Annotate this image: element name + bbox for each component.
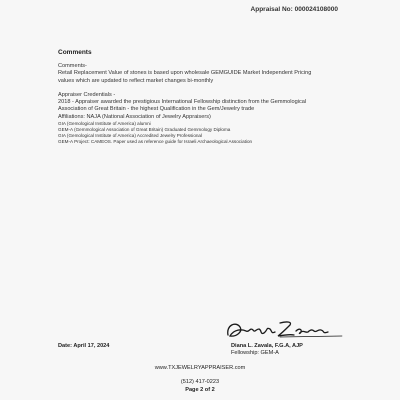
page-number: Page 2 of 2 bbox=[185, 387, 215, 393]
appraisal-number: Appraisal No: 000024108000 bbox=[250, 6, 338, 13]
signer-fellowship: Fellowship: GEM-A bbox=[231, 350, 279, 356]
website-text: www.TXJEWELRYAPPRAISER.com bbox=[154, 365, 246, 371]
phone-number: (512) 417-0223 bbox=[180, 379, 220, 385]
comments-label: Comments- bbox=[58, 63, 87, 69]
spacer bbox=[58, 85, 358, 92]
credentials-detail-line: GEM-A (Gemmological Association of Great Britain) Graduated Gemmology Diploma bbox=[58, 127, 231, 133]
document-body bbox=[58, 63, 358, 145]
handwritten-signature bbox=[222, 317, 352, 341]
comments-text-line: values which are updated to reflect market changes bi-monthly bbox=[58, 77, 214, 84]
credentials-detail-line: GIA (Gemological Institute of America) Accredited Jewelry Professional bbox=[58, 133, 202, 139]
credentials-detail-line: GEM-A Project: CAMEOS. Paper used as reference guide for Israeli Archaeological Association bbox=[58, 139, 253, 145]
credentials-line: Affiliations: NAJA (National Association of Jewelry Appraisers) bbox=[58, 113, 211, 120]
signer-name: Diana L. Zavala, F.G.A, AJP bbox=[231, 343, 303, 349]
comments-heading: Comments bbox=[58, 49, 92, 56]
credentials-label: Appraiser Credentials - bbox=[58, 91, 116, 98]
credentials-line: 2018 - Appraiser awarded the prestigious International Fellowship distinction from the Gemmological bbox=[58, 99, 307, 106]
signer-block bbox=[231, 343, 303, 357]
comments-text-line: Retail Replacement Value of stones is based upon wholesale GEMGUIDE Market Independent Pricing bbox=[58, 70, 312, 77]
document-date: Date: April 17, 2024 bbox=[58, 343, 110, 349]
credentials-line: Association of Great Britain - the highest Qualification in the Gem/Jewelry trade bbox=[58, 106, 255, 113]
credentials-detail-line: GIA (Gemological Institute of America) alumni bbox=[58, 121, 151, 127]
